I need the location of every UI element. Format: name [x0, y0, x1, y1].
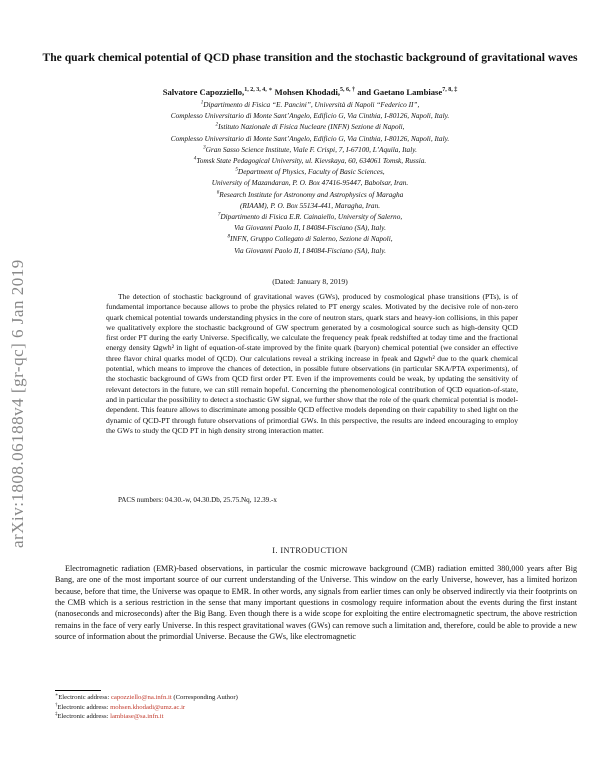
affiliation-line: $^2$Istituto Nazionale di Fisica Nucleare (INFN) Sezione di Napoli, [215, 121, 405, 132]
author-name: and Gaetano Lambiase [357, 87, 443, 97]
affiliation-line: Complesso Universitario di Monte Sant’Angelo, Edificio G, Via Cinthia, I-80126, Napoli, Italy. [170, 133, 450, 143]
footnote: ∗Electronic address: capozziello@na.infn.it (Corresponding Author) [55, 692, 238, 701]
introduction-paragraph: Electromagnetic radiation (EMR)-based observations, in particular the cosmic microwave background (CMB) radiation emitted 380,000 years after Big Bang, are one of the most important source of our current understanding of the Universe. This window on the early Universe, however, has a limited horizon because, before that time, the Universe was opaque to EMR. In other words, any signals from earlier times can only be observed indirectly via their footprints on the CMB which is a serious restriction in the sense that many important questions in cosmology require information about the events during the first instant (nanoseconds and microseconds) after the Big Bang. Even though there is a wide scope for exploiting the entire electromagnetic spectrum, the above restriction remains in the face of very early Universe. In this respect gravitational waves (GWs) can remove such a limitation and, therefore, could be able to provide a new source of information about the primordial Universe. Because the GWs, like electromagnetic [55, 564, 577, 642]
author-list [60, 86, 560, 98]
footnote-rule [55, 690, 101, 691]
author-marks: 1, 2, 3, 4, ∗ [244, 87, 273, 94]
footnote: ‡Electronic address: lambiase@sa.infn.it [55, 711, 164, 720]
affiliation-line: $^5$Department of Physics, Faculty of Basic Sciences, [235, 166, 385, 177]
affiliation-line: Via Giovanni Paolo II, I 84084-Fisciano (SA), Italy. [234, 245, 386, 255]
author-marks: 5, 6, † [340, 87, 356, 94]
affiliations [60, 99, 560, 256]
affiliation-line: Complesso Universitario di Monte Sant’Angelo, Edificio G, Via Cinthia, I-80126, Napoli, Italy. [170, 111, 450, 121]
footnote: †Electronic address: mohsen.khodadi@umz.ac.ir [55, 702, 186, 711]
affiliation-line: $^8$INFN, Gruppo Collegato di Salerno, Sezione di Napoli, [227, 234, 393, 244]
date-line: (Dated: January 8, 2019) [272, 277, 348, 286]
email-link[interactable]: lambiase@sa.infn.it [110, 713, 164, 720]
arxiv-stamp: arXiv:1808.06188v4 [gr-qc] 6 Jan 2019 [8, 259, 27, 548]
affiliation-line: $^1$Dipartimento di Fisica “E. Pancini”, Università di Napoli “Federico II”, [200, 99, 420, 109]
affiliation-line: $^7$Dipartimento di Fisica E.R. Cainaiello, University of Salerno, [217, 211, 403, 222]
footnotes [55, 693, 238, 722]
author-name: Mohsen Khodadi, [274, 87, 341, 97]
affiliation-line: $^4$Tomsk State Pedagogical University, ul. Kievskaya, 60, 634061 Tomsk, Russia. [193, 155, 427, 166]
affiliation-line: (RIAAM), P. O. Box 55134-441, Maragha, Iran. [239, 200, 381, 210]
affiliation-line: University of Mazandaran, P. O. Box 47416-95447, Babolsar, Iran. [211, 178, 409, 188]
affiliation-line: Via Giovanni Paolo II, I 84084-Fisciano (SA), Italy. [234, 223, 386, 233]
paper-title: The quark chemical potential of QCD phase transition and the stochastic background of gravitational waves [42, 51, 578, 64]
affiliation-line: $^6$Research Institute for Astronomy and Astrophysics of Maragha [216, 189, 404, 199]
email-link[interactable]: mohsen.khodadi@umz.ac.ir [110, 703, 186, 711]
affiliation-line: $^3$Gran Sasso Science Institute, Viale F. Crispi, 7, I-67100, L’Aquila, Italy. [203, 144, 417, 154]
section-heading: I. INTRODUCTION [272, 546, 348, 555]
author-marks: 7, 8, ‡ [442, 87, 458, 94]
abstract: The detection of stochastic background of gravitational waves (GWs), produced by cosmological phase transitions (PTs), is of fundamental importance because allows to probe the physics related to PT energy scales. Motivated by the decisive role of non-zero quark chemical potential towards understanding physics in the core of neutron stars, quark stars and heavy-ion collisions, in this paper we qualitatively explore the stochastic background of GW spectrum generated by a cosmological source such as high-density QCD first order PT during the early Universe. Specifically, we calculate the frequency peak fpeak redshifted at today time and the fractional energy density Ωgwh² in light of equation-of-state improved by the finite quark (baryon) chemical potential (we consider an effective three flavor chiral quarks model of QCD). Our calculations reveal a striking increase in fpeak and Ωgwh² due to the quark chemical potential, which means to improve the chances of detection, in possible future observations (in particular SKA/PTA experiments), of the stochastic background of GWs from QCD first order PT. Even if the improvements could be weak, by updating the sensitivity of relevant detectors in the future, we can still remain hopeful. Concerning the phenomenological contribution of QCD equation-of-state, and in particular the possibility to detect a stochastic GW signal, we further show that the role of the quark chemical potential is model-dependent. This feature allows to discriminate among possible QCD effective models depending on their capability to shed light on the dynamic of QCD-PT through future observations of primordial GWs. In this perspective, the results are indeed encouraging to employ the GWs to study the QCD PT in high density strong interaction matter. [106, 292, 518, 435]
pacs-numbers: PACS numbers: 04.30.-w, 04.30.Db, 25.75.Nq, 12.39.-x [118, 496, 277, 504]
author-name: Salvatore Capozziello, [162, 87, 245, 97]
email-link[interactable]: capozziello@na.infn.it [110, 694, 172, 701]
